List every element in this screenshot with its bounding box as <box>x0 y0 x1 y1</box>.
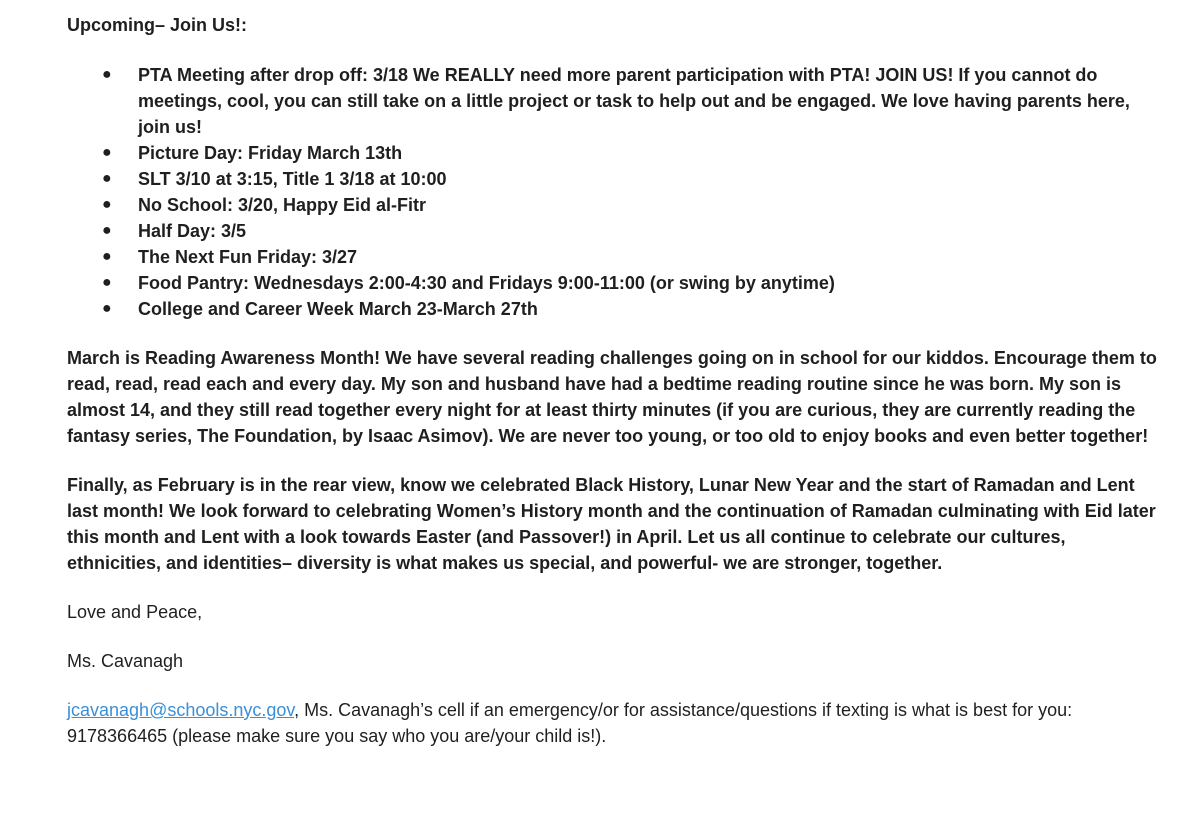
upcoming-heading: Upcoming– Join Us!: <box>67 15 248 35</box>
bullet-icon: ● <box>102 144 112 161</box>
reading-month-paragraph: March is Reading Awareness Month! We have several reading challenges going on in school for our kiddos. Encourage them to read, read, read each and every day. My son and husband have had a bedtime reading routine since he was born. My son is almost 14, and they still read together every night for at least thirty minutes (if you are curious, they are currently reading the fantasy series, The Foundation, by Isaac Asimov). We are never too young, or too old to enjoy books and even better together! <box>67 348 1157 446</box>
list-item: ● The Next Fun Friday: 3/27 <box>67 244 1157 270</box>
signature-name: Ms. Cavanagh <box>67 651 184 671</box>
bullet-icon: ● <box>102 170 112 187</box>
list-item: ● No School: 3/20, Happy Eid al-Fitr <box>67 192 1157 218</box>
bullet-icon: ● <box>102 274 112 291</box>
bullet-icon: ● <box>102 222 112 239</box>
list-item: ● SLT 3/10 at 3:15, Title 1 3/18 at 10:00 <box>67 166 1157 192</box>
email-link[interactable]: jcavanagh@schools.nyc.gov <box>67 700 295 720</box>
list-item: ● Picture Day: Friday March 13th <box>67 140 1157 166</box>
list-item: ● Food Pantry: Wednesdays 2:00-4:30 and Fridays 9:00-11:00 (or swing by anytime) <box>67 270 1157 296</box>
newsletter-page <box>67 12 1157 749</box>
celebration-paragraph: Finally, as February is in the rear view, know we celebrated Black History, Lunar New Year and the start of Ramadan and Lent last month! We look forward to celebrating Women’s History month and the continuation of Ramadan culminating with Eid later this month and Lent with a look towards Easter (and Passover!) in April. Let us all continue to celebrate our cultures, ethnicities, and identities– diversity is what makes us special, and powerful- we are stronger, together. <box>67 475 1156 573</box>
sign-off: Love and Peace, <box>67 602 203 622</box>
contact-text: , Ms. Cavanagh’s cell if an emergency/or for assistance/questions if texting is what is best for you: 9178366465 (please make sure you say who you are/your child is!). <box>67 700 1073 746</box>
upcoming-events-list <box>67 62 1157 322</box>
bullet-icon: ● <box>102 300 112 317</box>
list-item: ● PTA Meeting after drop off: 3/18 We REALLY need more parent participation with PTA! JOIN US! If you cannot do meetings, cool, you can still take on a little project or task to help out and be engaged. We love having parents here, join us! <box>67 62 1157 140</box>
contact-info <box>67 697 1157 749</box>
bullet-icon: ● <box>102 196 112 213</box>
bullet-icon: ● <box>102 66 112 83</box>
bullet-icon: ● <box>102 248 112 265</box>
list-item: ● Half Day: 3/5 <box>67 218 1157 244</box>
list-item: ● College and Career Week March 23-March 27th <box>67 296 1157 322</box>
